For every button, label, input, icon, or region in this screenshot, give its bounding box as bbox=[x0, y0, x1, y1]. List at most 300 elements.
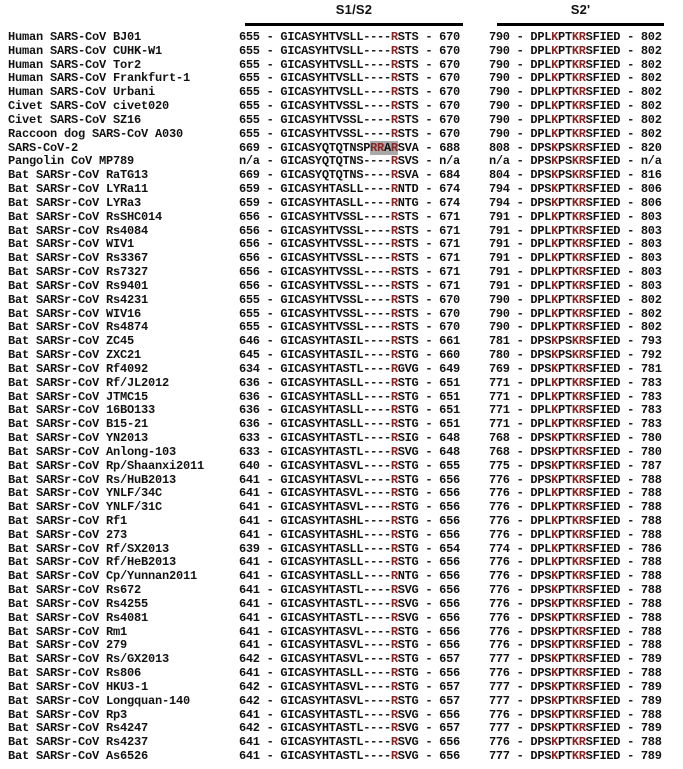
residue-run: DPS bbox=[530, 334, 552, 349]
residue-run: GICASYHTASVL---- bbox=[280, 472, 391, 487]
virus-name: Bat SARSr-CoV Rs7327 bbox=[8, 266, 149, 280]
alignment-row bbox=[0, 501, 683, 515]
start-position: 771 - bbox=[489, 403, 531, 418]
residue-run: SFIED bbox=[585, 85, 621, 100]
residue-run: DPL bbox=[530, 375, 552, 390]
s2prime-segment bbox=[489, 142, 662, 156]
s1s2-segment bbox=[239, 114, 489, 128]
basic-residue: KR bbox=[571, 99, 586, 114]
s2prime-segment bbox=[489, 391, 662, 405]
start-position: 655 - bbox=[239, 30, 281, 44]
basic-residue: KR bbox=[571, 57, 586, 72]
s2prime-segment bbox=[489, 321, 662, 335]
end-position: - 788 bbox=[620, 527, 662, 542]
end-position: - 657 bbox=[418, 652, 460, 667]
residue-run: DPL bbox=[530, 500, 552, 515]
basic-residue: KR bbox=[571, 624, 586, 639]
virus-name: Bat SARSr-CoV 279 bbox=[8, 639, 128, 653]
end-position: - 671 bbox=[418, 209, 460, 224]
s1s2-segment bbox=[239, 750, 489, 764]
alignment-row bbox=[0, 169, 683, 183]
residue-run: PT bbox=[558, 361, 572, 376]
start-position: 642 - bbox=[239, 721, 281, 736]
residue-run: STS bbox=[397, 306, 419, 321]
basic-residue: K bbox=[551, 348, 559, 363]
end-position: - 671 bbox=[418, 237, 460, 252]
end-position: - 661 bbox=[418, 334, 460, 349]
residue-run: SFIED bbox=[585, 555, 621, 570]
basic-residue: KR bbox=[571, 721, 586, 736]
basic-residue: KR bbox=[571, 168, 586, 183]
start-position: 791 - bbox=[489, 237, 531, 252]
s2prime-segment bbox=[489, 72, 662, 86]
basic-residue: R bbox=[390, 707, 398, 722]
s1s2-segment bbox=[239, 612, 489, 626]
basic-residue: K bbox=[551, 265, 559, 280]
basic-residue: K bbox=[551, 444, 559, 459]
residue-run: PS bbox=[558, 140, 572, 155]
residue-run: PT bbox=[558, 666, 572, 681]
basic-residue: KR bbox=[571, 707, 586, 722]
s2prime-column-header bbox=[497, 2, 664, 26]
start-position: 776 - bbox=[489, 513, 531, 528]
residue-run: SFIED bbox=[585, 223, 621, 238]
start-position: 656 - bbox=[239, 237, 281, 252]
basic-residue: K bbox=[551, 389, 559, 404]
residue-run: DPL bbox=[530, 555, 552, 570]
start-position: 790 - bbox=[489, 99, 531, 114]
end-position: - n/a bbox=[620, 154, 662, 169]
start-position: n/a - bbox=[239, 154, 281, 169]
residue-run: PT bbox=[558, 624, 572, 639]
end-position: - 656 bbox=[418, 472, 460, 487]
start-position: 636 - bbox=[239, 403, 281, 418]
s2prime-segment bbox=[489, 363, 662, 377]
residue-run: DPL bbox=[530, 57, 552, 72]
basic-residue: K bbox=[551, 126, 559, 141]
basic-residue: K bbox=[551, 693, 559, 708]
end-position: - 803 bbox=[620, 251, 662, 266]
s1s2-segment bbox=[239, 72, 489, 86]
end-position: - 656 bbox=[418, 707, 460, 722]
residue-run: SFIED bbox=[585, 444, 621, 459]
basic-residue: R bbox=[390, 721, 398, 736]
basic-residue: K bbox=[551, 431, 559, 446]
virus-name: SARS-CoV-2 bbox=[8, 141, 79, 155]
end-position: - 670 bbox=[418, 320, 460, 335]
residue-run: PT bbox=[558, 99, 572, 114]
basic-residue: R bbox=[390, 403, 398, 418]
end-position: - 802 bbox=[620, 71, 662, 86]
residue-run: SFIED bbox=[585, 334, 621, 349]
residue-run: DPL bbox=[530, 112, 552, 127]
residue-run: SFIED bbox=[585, 513, 621, 528]
residue-run: PT bbox=[558, 389, 572, 404]
end-position: - 671 bbox=[418, 265, 460, 280]
virus-name: Bat SARSr-CoV WIV16 bbox=[8, 307, 142, 321]
basic-residue: R bbox=[390, 458, 398, 473]
residue-run: DPL bbox=[530, 486, 552, 501]
residue-run: PT bbox=[558, 721, 572, 736]
residue-run: GICASYHTASIL---- bbox=[280, 348, 391, 363]
start-position: 790 - bbox=[489, 57, 531, 72]
residue-run: STS bbox=[397, 57, 419, 72]
basic-residue: KR bbox=[571, 71, 586, 86]
residue-run: SFIED bbox=[585, 596, 621, 611]
residue-run: PT bbox=[558, 569, 572, 584]
basic-residue: K bbox=[551, 472, 559, 487]
alignment-row bbox=[0, 570, 683, 584]
start-position: 645 - bbox=[239, 348, 281, 363]
s1s2-segment bbox=[239, 197, 489, 211]
s2prime-segment bbox=[489, 31, 662, 45]
basic-residue: KR bbox=[571, 182, 586, 197]
residue-run: SFIED bbox=[585, 458, 621, 473]
residue-run: GICASYHTASTL---- bbox=[280, 444, 391, 459]
residue-run: DPL bbox=[530, 292, 552, 307]
residue-run: PT bbox=[558, 596, 572, 611]
s1s2-segment bbox=[239, 681, 489, 695]
end-position: - 803 bbox=[620, 265, 662, 280]
s1s2-segment bbox=[239, 695, 489, 709]
s2prime-segment bbox=[489, 155, 662, 169]
virus-name: Bat SARSr-CoV WIV1 bbox=[8, 238, 135, 252]
start-position: 790 - bbox=[489, 30, 531, 44]
s2prime-segment bbox=[489, 556, 662, 570]
basic-residue: R bbox=[390, 306, 398, 321]
basic-residue: R bbox=[390, 527, 398, 542]
basic-residue: KR bbox=[571, 348, 586, 363]
residue-run: DPS bbox=[530, 721, 552, 736]
basic-residue: K bbox=[551, 735, 559, 750]
start-position: 791 - bbox=[489, 251, 531, 266]
start-position: 656 - bbox=[239, 209, 281, 224]
alignment-row bbox=[0, 72, 683, 86]
residue-run: SVA bbox=[397, 140, 419, 155]
s1s2-segment bbox=[239, 515, 489, 529]
residue-run: GICASYHTVSSL---- bbox=[280, 126, 391, 141]
start-position: 641 - bbox=[239, 638, 281, 653]
residue-run: PT bbox=[558, 431, 572, 446]
s1s2-segment bbox=[239, 238, 489, 252]
basic-residue: KR bbox=[571, 679, 586, 694]
end-position: - 656 bbox=[418, 569, 460, 584]
residue-run: SFIED bbox=[585, 71, 621, 86]
start-position: 777 - bbox=[489, 679, 531, 694]
residue-run: SFIED bbox=[585, 278, 621, 293]
start-position: 641 - bbox=[239, 749, 281, 764]
end-position: - 783 bbox=[620, 375, 662, 390]
start-position: 641 - bbox=[239, 624, 281, 639]
s1s2-segment bbox=[239, 667, 489, 681]
s1s2-segment bbox=[239, 45, 489, 59]
alignment-row bbox=[0, 280, 683, 294]
residue-run: GICASYHTASVL---- bbox=[280, 486, 391, 501]
residue-run: GICASYHTVSSL---- bbox=[280, 237, 391, 252]
s1s2-segment bbox=[239, 225, 489, 239]
start-position: 641 - bbox=[239, 583, 281, 598]
basic-residue: K bbox=[551, 721, 559, 736]
alignment-row bbox=[0, 487, 683, 501]
basic-residue: K bbox=[551, 209, 559, 224]
basic-residue: R bbox=[390, 334, 398, 349]
s2prime-segment bbox=[489, 695, 662, 709]
end-position: - 786 bbox=[620, 541, 662, 556]
alignment-row bbox=[0, 612, 683, 626]
residue-run: PT bbox=[558, 444, 572, 459]
start-position: 781 - bbox=[489, 334, 531, 349]
basic-residue: R bbox=[390, 389, 398, 404]
start-position: 642 - bbox=[239, 679, 281, 694]
residue-run: STG bbox=[397, 458, 419, 473]
residue-run: SFIED bbox=[585, 361, 621, 376]
end-position: - 671 bbox=[418, 251, 460, 266]
s2prime-segment bbox=[489, 211, 662, 225]
start-position: 777 - bbox=[489, 693, 531, 708]
virus-name: Bat SARSr-CoV Anlong-103 bbox=[8, 445, 177, 459]
residue-run: DPS bbox=[530, 154, 552, 169]
residue-run: GICASYHTASLL---- bbox=[280, 555, 391, 570]
residue-run: GICASYHTVSLL---- bbox=[280, 71, 391, 86]
basic-residue: KR bbox=[571, 596, 586, 611]
end-position: - 688 bbox=[418, 140, 460, 155]
residue-run: GICASYHTVSLL---- bbox=[280, 43, 391, 58]
residue-run: DPL bbox=[530, 237, 552, 252]
end-position: - 670 bbox=[418, 112, 460, 127]
start-position: 771 - bbox=[489, 389, 531, 404]
end-position: - 654 bbox=[418, 541, 460, 556]
s2prime-segment bbox=[489, 474, 662, 488]
start-position: 655 - bbox=[239, 85, 281, 100]
basic-residue: RR bbox=[370, 140, 384, 155]
end-position: - 670 bbox=[418, 71, 460, 86]
residue-run: SVG bbox=[397, 583, 419, 598]
basic-residue: KR bbox=[571, 444, 586, 459]
virus-name: Bat SARSr-CoV Rs672 bbox=[8, 584, 142, 598]
basic-residue: R bbox=[390, 278, 398, 293]
residue-run: SVG bbox=[397, 721, 419, 736]
residue-run: GICASYHTVSSL---- bbox=[280, 251, 391, 266]
virus-name: Bat SARSr-CoV Rs3367 bbox=[8, 252, 149, 266]
residue-run: GICASYHTVSSL---- bbox=[280, 112, 391, 127]
residue-run: SFIED bbox=[585, 500, 621, 515]
s2prime-segment bbox=[489, 238, 662, 252]
start-position: 641 - bbox=[239, 707, 281, 722]
residue-run: PT bbox=[558, 403, 572, 418]
residue-run: GICASYHTASIL---- bbox=[280, 334, 391, 349]
basic-residue: R bbox=[390, 541, 398, 556]
end-position: - 670 bbox=[418, 30, 460, 44]
start-position: 655 - bbox=[239, 99, 281, 114]
end-position: - 802 bbox=[620, 85, 662, 100]
virus-name: Bat SARSr-CoV Rs4247 bbox=[8, 722, 149, 736]
residue-run: GICASYHTVSLL---- bbox=[280, 57, 391, 72]
s1s2-segment bbox=[239, 169, 489, 183]
basic-residue: K bbox=[551, 500, 559, 515]
start-position: 791 - bbox=[489, 265, 531, 280]
residue-run: PT bbox=[558, 182, 572, 197]
s1s2-segment bbox=[239, 432, 489, 446]
basic-residue: K bbox=[551, 679, 559, 694]
start-position: 777 - bbox=[489, 749, 531, 764]
s1s2-segment bbox=[239, 335, 489, 349]
end-position: - 788 bbox=[620, 707, 662, 722]
residue-run: SFIED bbox=[585, 182, 621, 197]
residue-run: GICASYHTVSSL---- bbox=[280, 306, 391, 321]
residue-run: SVG bbox=[397, 610, 419, 625]
s1s2-segment bbox=[239, 418, 489, 432]
start-position: 641 - bbox=[239, 472, 281, 487]
basic-residue: R bbox=[390, 126, 398, 141]
s1s2-segment bbox=[239, 736, 489, 750]
end-position: - 674 bbox=[418, 195, 460, 210]
residue-run: STG bbox=[397, 417, 419, 432]
residue-run: STS bbox=[397, 209, 419, 224]
basic-residue: KR bbox=[571, 431, 586, 446]
basic-residue: KR bbox=[571, 472, 586, 487]
end-position: - 656 bbox=[418, 486, 460, 501]
residue-run: SFIED bbox=[585, 126, 621, 141]
residue-run: PT bbox=[558, 57, 572, 72]
end-position: - 670 bbox=[418, 43, 460, 58]
basic-residue: K bbox=[551, 57, 559, 72]
basic-residue: R bbox=[390, 749, 398, 764]
residue-run: GICASYHTVSSL---- bbox=[280, 278, 391, 293]
residue-run: SFIED bbox=[585, 583, 621, 598]
basic-residue: KR bbox=[571, 85, 586, 100]
alignment-row bbox=[0, 653, 683, 667]
residue-run: SFIED bbox=[585, 99, 621, 114]
virus-name: Bat SARSr-CoV Rs4255 bbox=[8, 597, 149, 611]
virus-name: Bat SARSr-CoV Rf/SX2013 bbox=[8, 542, 170, 556]
end-position: - 788 bbox=[620, 472, 662, 487]
s1s2-segment bbox=[239, 653, 489, 667]
end-position: - 656 bbox=[418, 583, 460, 598]
virus-name: Bat SARSr-CoV ZXC21 bbox=[8, 349, 142, 363]
residue-run: SFIED bbox=[585, 292, 621, 307]
residue-run: STG bbox=[397, 666, 419, 681]
basic-residue: R bbox=[390, 444, 398, 459]
residue-run: GICASYHTASTL---- bbox=[280, 596, 391, 611]
residue-run: STS bbox=[397, 320, 419, 335]
basic-residue: R bbox=[390, 666, 398, 681]
start-position: 790 - bbox=[489, 292, 531, 307]
s1s2-segment bbox=[239, 31, 489, 45]
virus-name: Bat SARSr-CoV 273 bbox=[8, 528, 128, 542]
basic-residue: R bbox=[390, 112, 398, 127]
basic-residue: K bbox=[551, 749, 559, 764]
basic-residue: R bbox=[390, 251, 398, 266]
basic-residue: K bbox=[551, 513, 559, 528]
end-position: - n/a bbox=[418, 154, 460, 169]
residue-run: STS bbox=[397, 99, 419, 114]
s2prime-segment bbox=[489, 100, 662, 114]
residue-run: SFIED bbox=[585, 389, 621, 404]
residue-run: PT bbox=[558, 126, 572, 141]
s2prime-segment bbox=[489, 308, 662, 322]
residue-run: PS bbox=[558, 154, 572, 169]
s1s2-segment bbox=[239, 404, 489, 418]
residue-run: PT bbox=[558, 112, 572, 127]
start-position: 636 - bbox=[239, 375, 281, 390]
basic-residue: KR bbox=[571, 569, 586, 584]
basic-residue: K bbox=[551, 569, 559, 584]
residue-run: GICASYHTASVL---- bbox=[280, 679, 391, 694]
end-position: - 655 bbox=[418, 458, 460, 473]
basic-residue: KR bbox=[571, 30, 586, 44]
end-position: - 806 bbox=[620, 195, 662, 210]
residue-run: DPL bbox=[530, 278, 552, 293]
virus-name: Bat SARSr-CoV LYRa3 bbox=[8, 196, 142, 210]
start-position: 655 - bbox=[239, 306, 281, 321]
alignment-row bbox=[0, 418, 683, 432]
basic-residue: K bbox=[551, 583, 559, 598]
residue-run: STS bbox=[397, 30, 419, 44]
alignment-row bbox=[0, 335, 683, 349]
s1s2-segment bbox=[239, 460, 489, 474]
basic-residue: KR bbox=[571, 278, 586, 293]
alignment-row bbox=[0, 142, 683, 156]
residue-run: GICASYHTASVL---- bbox=[280, 652, 391, 667]
virus-name: Bat SARSr-CoV YNLF/31C bbox=[8, 501, 163, 515]
residue-run: SFIED bbox=[585, 693, 621, 708]
residue-run: PS bbox=[558, 168, 572, 183]
basic-residue: K bbox=[551, 237, 559, 252]
residue-run: NTD bbox=[397, 182, 419, 197]
s2prime-segment bbox=[489, 584, 662, 598]
residue-run: GICASYQTQTNS---- bbox=[280, 168, 391, 183]
basic-residue: K bbox=[551, 306, 559, 321]
residue-run: DPS bbox=[530, 140, 552, 155]
basic-residue: KR bbox=[571, 334, 586, 349]
residue-run: DPS bbox=[530, 444, 552, 459]
alignment-row bbox=[0, 515, 683, 529]
residue-run: SVG bbox=[397, 749, 419, 764]
basic-residue: R bbox=[390, 652, 398, 667]
residue-run: GICASYHTASTL---- bbox=[280, 431, 391, 446]
s1s2-segment bbox=[239, 142, 489, 156]
start-position: 790 - bbox=[489, 126, 531, 141]
end-position: - 788 bbox=[620, 666, 662, 681]
residue-run: GICASYHTASVL---- bbox=[280, 500, 391, 515]
basic-residue: K bbox=[551, 375, 559, 390]
s1s2-segment bbox=[239, 349, 489, 363]
basic-residue: KR bbox=[571, 112, 586, 127]
residue-run: DPL bbox=[530, 513, 552, 528]
alignment-row bbox=[0, 183, 683, 197]
basic-residue: R bbox=[390, 237, 398, 252]
basic-residue: R bbox=[390, 361, 398, 376]
basic-residue: R bbox=[390, 638, 398, 653]
residue-run: STS bbox=[397, 251, 419, 266]
end-position: - 783 bbox=[620, 417, 662, 432]
basic-residue: K bbox=[551, 417, 559, 432]
residue-run: PT bbox=[558, 513, 572, 528]
s1s2-segment bbox=[239, 211, 489, 225]
s2prime-segment bbox=[489, 266, 662, 280]
residue-run: PT bbox=[558, 71, 572, 86]
residue-run: SFIED bbox=[585, 721, 621, 736]
end-position: - 671 bbox=[418, 278, 460, 293]
residue-run: GICASYHTVSSL---- bbox=[280, 99, 391, 114]
basic-residue: K bbox=[551, 610, 559, 625]
residue-run: DPL bbox=[530, 389, 552, 404]
residue-run: GICASYHTASTL---- bbox=[280, 707, 391, 722]
s1s2-segment bbox=[239, 391, 489, 405]
alignment-row bbox=[0, 349, 683, 363]
residue-run: PT bbox=[558, 458, 572, 473]
virus-name: Bat SARSr-CoV Rs/HuB2013 bbox=[8, 473, 177, 487]
